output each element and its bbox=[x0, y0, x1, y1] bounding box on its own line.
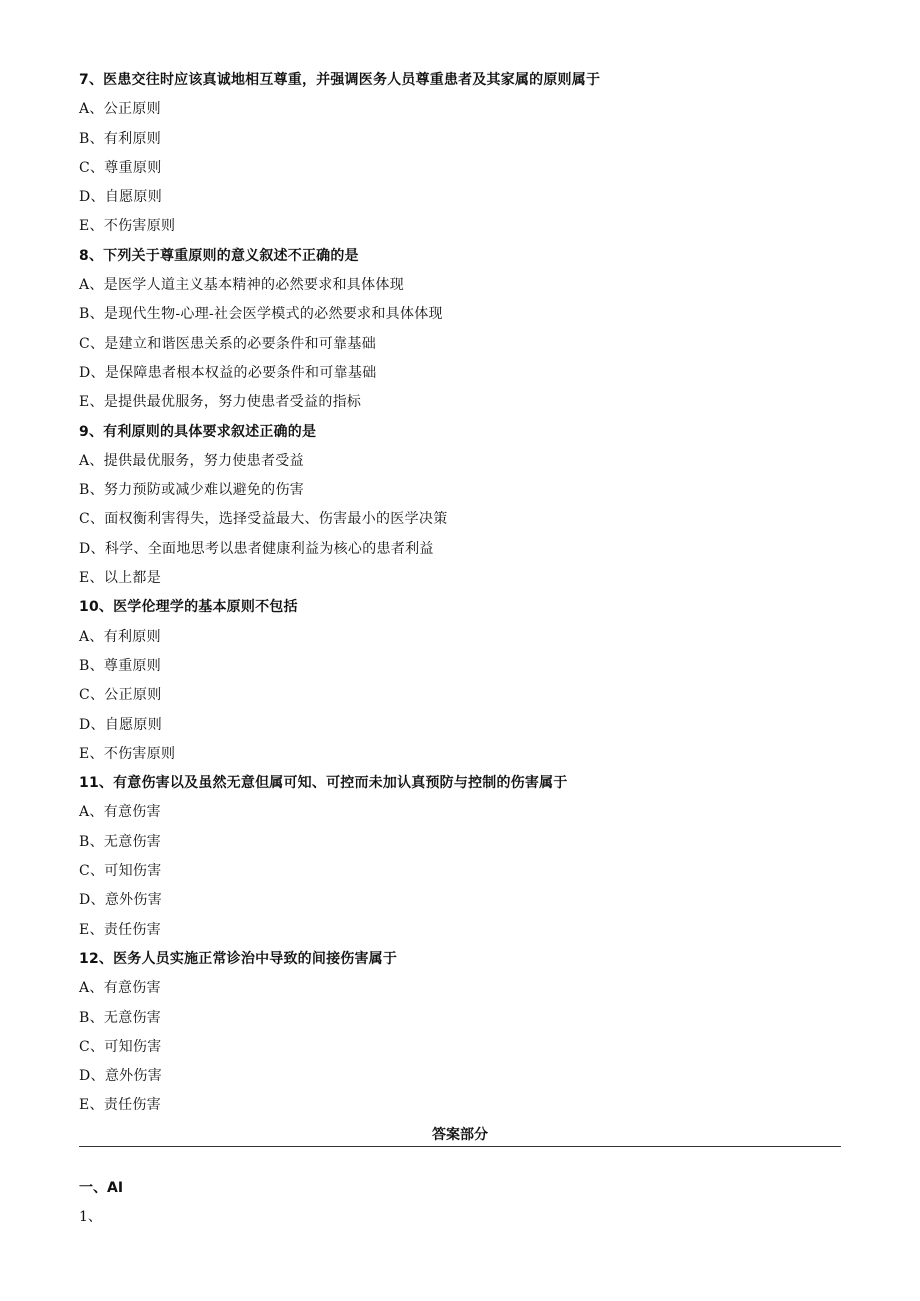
option-c: C、尊重原则 bbox=[79, 159, 162, 176]
option-d: D、意外伤害 bbox=[79, 1068, 163, 1085]
option-b: B、无意伤害 bbox=[79, 1009, 162, 1026]
option-b: B、努力预防或减少难以避免的伤害 bbox=[79, 482, 305, 499]
question-10 bbox=[79, 593, 849, 769]
option-b: B、是现代生物-心理-社会医学模式的必然要求和具体体现 bbox=[79, 306, 443, 323]
option-c: C、可知伤害 bbox=[79, 863, 162, 880]
question-9 bbox=[79, 418, 849, 594]
option-a: A、有意伤害 bbox=[79, 980, 161, 997]
question-12 bbox=[79, 945, 849, 1121]
option-e: E、不伤害原则 bbox=[79, 218, 176, 235]
question-title: 8、下列关于尊重原则的意义叙述不正确的是 bbox=[79, 247, 359, 264]
option-d: D、科学、全面地思考以患者健康利益为核心的患者利益 bbox=[79, 540, 434, 557]
option-c: C、是建立和谐医患关系的必要条件和可靠基础 bbox=[79, 335, 377, 352]
question-8 bbox=[79, 242, 849, 418]
question-title: 7、医患交往时应该真诚地相互尊重，并强调医务人员尊重患者及其家属的原则属于 bbox=[79, 72, 601, 88]
option-e: E、不伤害原则 bbox=[79, 745, 176, 762]
option-e: E、责任伤害 bbox=[79, 1097, 162, 1114]
option-c: C、可知伤害 bbox=[79, 1038, 162, 1055]
option-b: B、尊重原则 bbox=[79, 657, 162, 674]
option-d: D、自愿原则 bbox=[79, 716, 163, 733]
question-title: 9、有利原则的具体要求叙述正确的是 bbox=[79, 423, 317, 440]
option-a: A、有意伤害 bbox=[79, 804, 161, 821]
option-a: A、提供最优服务，努力使患者受益 bbox=[79, 452, 304, 469]
answer-section-title: 一、AI bbox=[79, 1180, 124, 1196]
answer-section-header: 答案部分 bbox=[79, 1124, 841, 1147]
option-b: B、有利原则 bbox=[79, 130, 162, 147]
option-a: A、有利原则 bbox=[79, 628, 161, 645]
option-c: C、面权衡利害得失，选择受益最大、伤害最小的医学决策 bbox=[79, 511, 448, 528]
answer-item: 1、 bbox=[79, 1209, 102, 1225]
question-title: 12、医务人员实施正常诊治中导致的间接伤害属于 bbox=[79, 951, 398, 967]
option-d: D、意外伤害 bbox=[79, 892, 163, 909]
question-title: 10、医学伦理学的基本原则不包括 bbox=[79, 599, 298, 616]
question-11 bbox=[79, 769, 849, 945]
question-title: 11、有意伤害以及虽然无意但属可知、可控而未加认真预防与控制的伤害属于 bbox=[79, 775, 568, 792]
question-7 bbox=[79, 66, 849, 242]
option-e: E、以上都是 bbox=[79, 570, 162, 587]
option-c: C、公正原则 bbox=[79, 687, 162, 704]
option-e: E、是提供最优服务，努力使患者受益的指标 bbox=[79, 394, 362, 411]
option-d: D、自愿原则 bbox=[79, 189, 163, 206]
option-e: E、责任伤害 bbox=[79, 921, 162, 938]
option-a: A、是医学人道主义基本精神的必然要求和具体体现 bbox=[79, 277, 405, 294]
option-a: A、公正原则 bbox=[79, 101, 161, 118]
option-b: B、无意伤害 bbox=[79, 833, 162, 850]
option-d: D、是保障患者根本权益的必要条件和可靠基础 bbox=[79, 364, 377, 381]
